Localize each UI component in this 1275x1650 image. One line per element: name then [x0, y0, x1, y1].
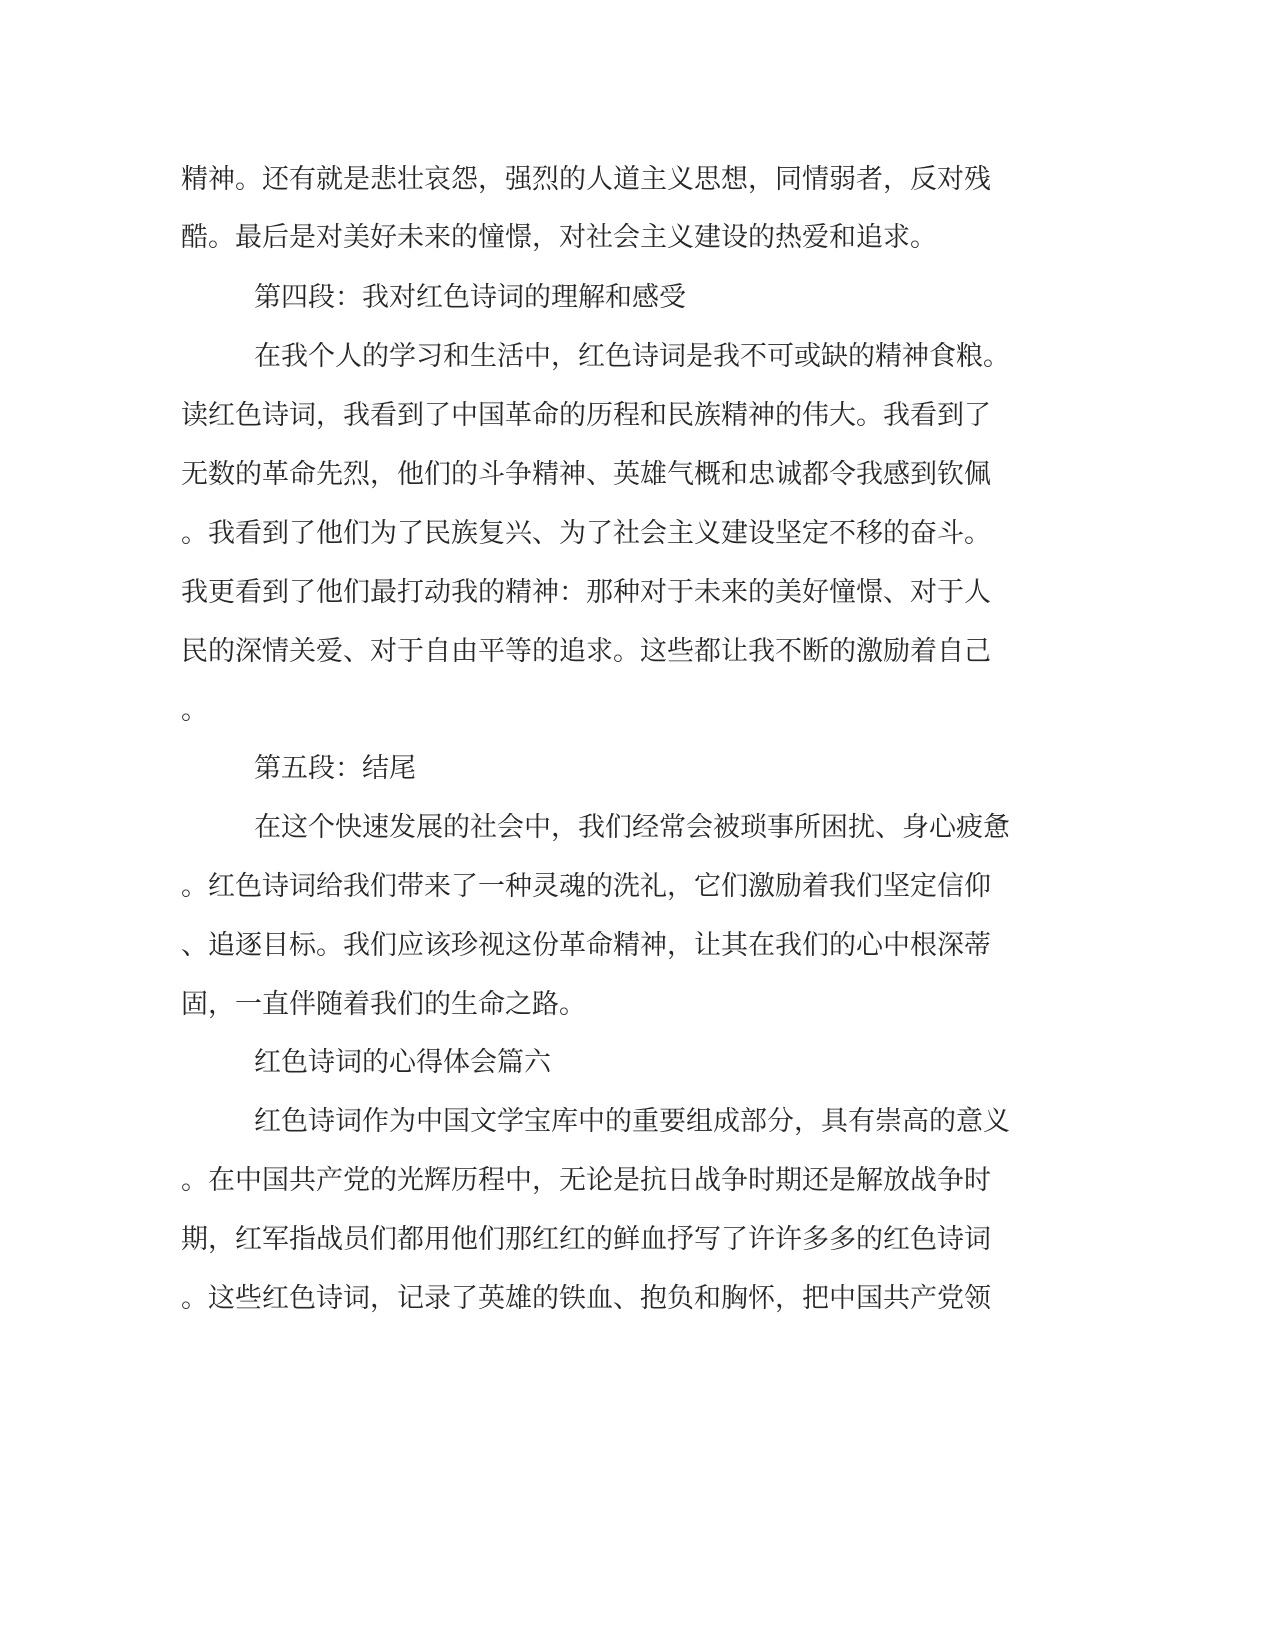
text-line: 红色诗词作为中国文学宝库中的重要组成部分，具有崇高的意义 [254, 1106, 1010, 1137]
text-line: 酷。最后是对美好未来的憧憬，对社会主义建设的热爱和追求。 [181, 222, 937, 253]
section-heading: 红色诗词的心得体会篇六 [254, 1047, 551, 1078]
text-line: 。这些红色诗词，记录了英雄的铁血、抱负和胸怀，把中国共产党领 [181, 1283, 991, 1314]
text-line: 。我看到了他们为了民族复兴、为了社会主义建设坚定不移的奋斗。 [181, 518, 991, 549]
section-heading: 第四段：我对红色诗词的理解和感受 [254, 282, 686, 313]
text-line: 期，红军指战员们都用他们那红红的鲜血抒写了许许多多的红色诗词 [181, 1224, 991, 1255]
text-line: 我更看到了他们最打动我的精神：那种对于未来的美好憧憬、对于人 [181, 577, 991, 608]
text-line: 、追逐目标。我们应该珍视这份革命精神，让其在我们的心中根深蒂 [181, 930, 991, 961]
text-line: 。在中国共产党的光辉历程中，无论是抗日战争时期还是解放战争时 [181, 1165, 991, 1196]
text-line: 固，一直伴随着我们的生命之路。 [181, 989, 586, 1020]
text-line: 无数的革命先烈，他们的斗争精神、英雄气概和忠诚都令我感到钦佩 [181, 459, 991, 490]
text-line: 。 [181, 695, 208, 726]
text-line: 在我个人的学习和生活中，红色诗词是我不可或缺的精神食粮。 [254, 341, 1010, 372]
text-line: 民的深情关爱、对于自由平等的追求。这些都让我不断的激励着自己 [181, 636, 991, 667]
text-line: 读红色诗词，我看到了中国革命的历程和民族精神的伟大。我看到了 [181, 400, 991, 431]
text-line: 精神。还有就是悲壮哀怨，强烈的人道主义思想，同情弱者，反对残 [181, 164, 991, 195]
text-line: 。红色诗词给我们带来了一种灵魂的洗礼，它们激励着我们坚定信仰 [181, 871, 991, 902]
section-heading: 第五段：结尾 [254, 753, 416, 784]
text-line: 在这个快速发展的社会中，我们经常会被琐事所困扰、身心疲惫 [254, 812, 1010, 843]
